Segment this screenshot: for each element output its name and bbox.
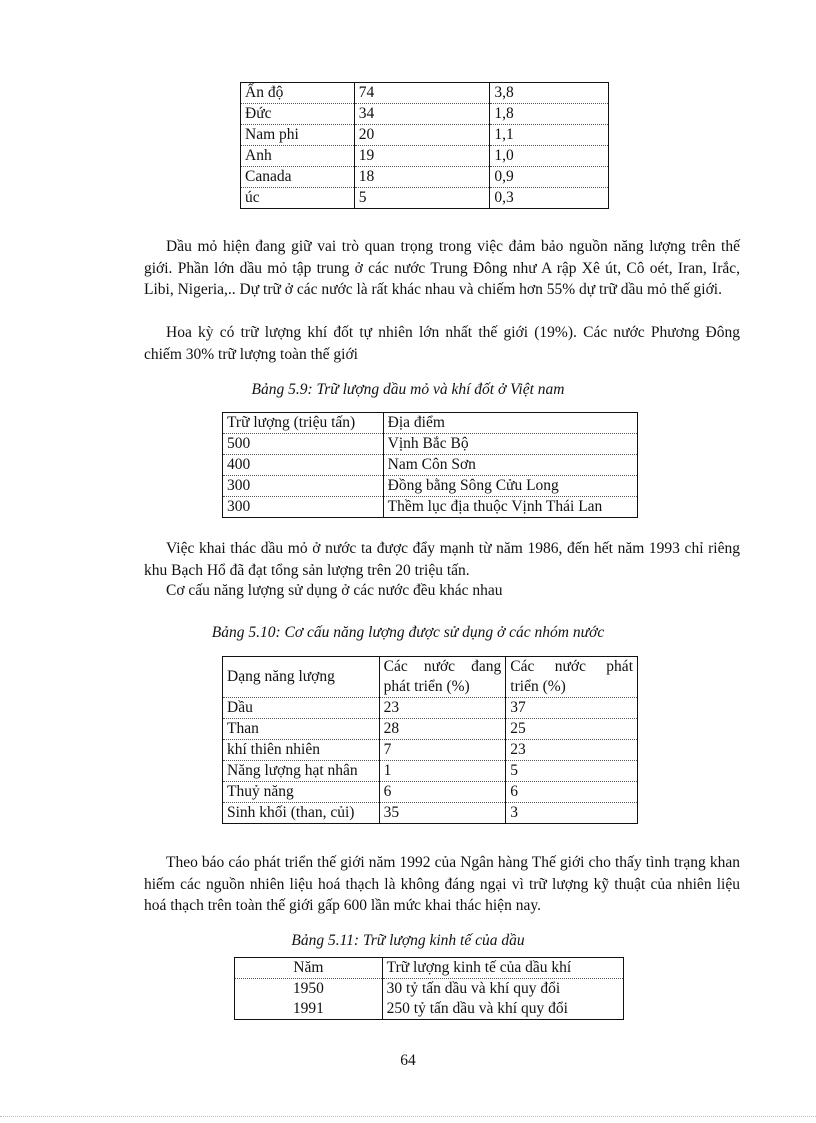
table-cell: Nam Côn Sơn — [383, 455, 637, 476]
table-cell: 0,3 — [490, 188, 609, 209]
table-cell: 35 — [379, 803, 506, 824]
bottom-divider — [0, 1116, 816, 1117]
table-cell: 250 tỷ tấn dầu và khí quy đổi — [382, 999, 623, 1020]
header-cell: Dạng năng lượng — [223, 657, 380, 698]
table-row — [223, 497, 638, 518]
table-cell: 18 — [354, 167, 490, 188]
table-cell: 1950 — [235, 979, 383, 1000]
table-cell: 5 — [354, 188, 490, 209]
table-cell: 300 — [223, 476, 384, 497]
table-cell: Nam phi — [241, 125, 355, 146]
table-row — [241, 146, 609, 167]
paragraph-world-bank-report — [144, 852, 740, 917]
paragraph-bach-ho — [144, 538, 740, 581]
table-row — [241, 104, 609, 125]
table-cell: 34 — [354, 104, 490, 125]
table-cell: 3,8 — [490, 83, 609, 104]
table-cell: Thuỷ năng — [223, 782, 380, 803]
table-cell: 20 — [354, 125, 490, 146]
table-cell: 28 — [379, 719, 506, 740]
paragraph-text: Cơ cấu năng lượng sử dụng ở các nước đều khác nhau — [166, 582, 503, 599]
table-header-row — [223, 413, 638, 434]
table-row — [223, 476, 638, 497]
table-cell: 6 — [506, 782, 638, 803]
table-cell: 7 — [379, 740, 506, 761]
table-row — [241, 83, 609, 104]
table-header-row — [235, 958, 624, 979]
table-cell: 25 — [506, 719, 638, 740]
reserves-table-continued — [240, 82, 609, 209]
table-5-10 — [222, 656, 638, 824]
paragraph-oil-role — [144, 236, 740, 301]
table-cell: 1 — [379, 761, 506, 782]
paragraph-gas-reserves — [144, 322, 740, 365]
table-cell: 1991 — [235, 999, 383, 1020]
table-cell: 5 — [506, 761, 638, 782]
paragraph-text: Dầu mỏ hiện đang giữ vai trò quan trọng trong việc đảm bảo nguồn năng lượng trên thế giới. Phần lớn dầu mỏ tập trung ở các nước Trung Đông như A rập Xê út, Cô oét, Iran, Irắc, Libi, Nigeria,.. Dự trữ ở các nước là rất khác nhau và chiếm hơn 55% dự trữ dầu mỏ thế giới. — [144, 238, 740, 298]
table-cell: 6 — [379, 782, 506, 803]
table-header-row — [223, 657, 638, 698]
table-cell: Năng lượng hạt nhân — [223, 761, 380, 782]
table-row — [223, 761, 638, 782]
table-cell: Ấn độ — [241, 83, 355, 104]
table-row — [241, 125, 609, 146]
table-cell: 30 tỷ tấn dầu và khí quy đổi — [382, 979, 623, 1000]
paragraph-energy-structure — [144, 580, 740, 602]
table-row — [223, 434, 638, 455]
page-number: 64 — [400, 1052, 416, 1069]
table-row — [223, 740, 638, 761]
table-cell: Anh — [241, 146, 355, 167]
table-cell: 1,1 — [490, 125, 609, 146]
table-cell: úc — [241, 188, 355, 209]
table-cell: Dầu — [223, 698, 380, 719]
table-cell: 23 — [506, 740, 638, 761]
header-cell — [506, 657, 638, 698]
table-cell: 23 — [379, 698, 506, 719]
table-5-9-caption: Bảng 5.9: Trữ lượng dầu mỏ và khí đốt ở Việt nam — [251, 381, 565, 398]
table-cell: Đức — [241, 104, 355, 125]
table-5-9 — [222, 412, 638, 518]
table-row — [223, 698, 638, 719]
table-cell: 500 — [223, 434, 384, 455]
table-row — [241, 167, 609, 188]
table-cell: khí thiên nhiên — [223, 740, 380, 761]
header-line: Các nước đang — [383, 658, 502, 675]
paragraph-text: Việc khai thác dầu mỏ ở nước ta được đẩy mạnh từ năm 1986, đến hết năm 1993 chỉ riêng khu Bạch Hổ đã đạt tổng sản lượng trên 20 triệu tấn. — [144, 540, 740, 579]
table-cell: 1,0 — [490, 146, 609, 167]
table-5-10-caption: Bảng 5.10: Cơ cấu năng lượng được sử dụng ở các nhóm nước — [211, 624, 605, 641]
paragraph-text: Hoa kỳ có trữ lượng khí đốt tự nhiên lớn nhất thế giới (19%). Các nước Phương Đông chiếm 30% trữ lượng toàn thế giới — [144, 324, 740, 363]
table-cell: Đồng bằng Sông Cửu Long — [383, 476, 637, 497]
table-5-11 — [234, 957, 624, 1020]
header-cell: Trữ lượng kinh tế của dầu khí — [382, 958, 623, 979]
table-cell: 37 — [506, 698, 638, 719]
table-cell: Vịnh Bắc Bộ — [383, 434, 637, 455]
table-cell: 74 — [354, 83, 490, 104]
header-cell: Trữ lượng (triệu tấn) — [223, 413, 384, 434]
table-cell: 300 — [223, 497, 384, 518]
table-row — [241, 188, 609, 209]
table-cell: Canada — [241, 167, 355, 188]
table-cell: 400 — [223, 455, 384, 476]
header-cell — [379, 657, 506, 698]
header-cell: Năm — [235, 958, 383, 979]
table-row — [223, 455, 638, 476]
table-cell: Than — [223, 719, 380, 740]
header-line: triển (%) — [510, 678, 566, 695]
table-cell: 19 — [354, 146, 490, 167]
table-cell: 1,8 — [490, 104, 609, 125]
table-row — [235, 999, 624, 1020]
header-cell: Địa điểm — [383, 413, 637, 434]
header-line: Các nước phát — [510, 658, 633, 675]
table-cell: Sinh khối (than, củi) — [223, 803, 380, 824]
table-row — [223, 782, 638, 803]
table-row — [235, 979, 624, 1000]
paragraph-text: Theo báo cáo phát triển thế giới năm 1992 của Ngân hàng Thế giới cho thấy tình trạng khan hiếm các nguồn nhiên liệu hoá thạch là không đáng ngại vì trữ lượng kỹ thuật của nhiên liệu hoá thạch trên toàn thế giới gấp 600 lần mức khai thác hiện nay. — [144, 854, 740, 914]
table-row — [223, 719, 638, 740]
table-cell: 0,9 — [490, 167, 609, 188]
header-line: phát triển (%) — [383, 678, 470, 695]
table-cell: 3 — [506, 803, 638, 824]
table-5-11-caption: Bảng 5.11: Trữ lượng kinh tế của dầu — [291, 932, 525, 949]
table-row — [223, 803, 638, 824]
table-cell: Thềm lục địa thuộc Vịnh Thái Lan — [383, 497, 637, 518]
